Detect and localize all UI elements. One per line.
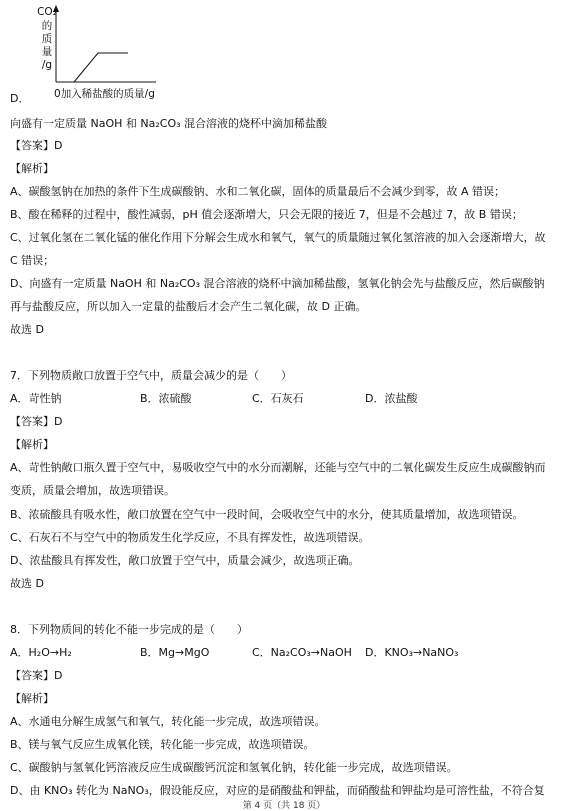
y-label-line-3: 质 — [41, 33, 53, 45]
prev-analysis-line: C 错误； — [10, 254, 55, 267]
x-axis-label — [54, 88, 155, 100]
q7-conclusion: 故选 D — [10, 577, 44, 590]
q8-analysis-line: B、镁与氧气反应生成氧化镁，转化能一步完成，故选项错误。 — [10, 738, 315, 751]
prev-option-d-desc: 向盛有一定质量 NaOH 和 Na₂CO₃ 混合溶液的烧杯中滴加稀盐酸 — [10, 117, 328, 130]
prev-conclusion: 故选 D — [10, 323, 44, 336]
q8-analysis-line: D、由 KNO₃ 转化为 NaNO₃，假设能反应，对应的是硝酸盐和钾盐，而硝酸盐和钾盐均是可溶性盐，不符合复 — [10, 784, 545, 797]
q7-option-b: B．浓硫酸 — [140, 392, 192, 405]
q8-analysis-line: C、碳酸钠与氢氧化钙溶液反应生成碳酸钙沉淀和氢氧化钠，转化能一步完成，故选项错误。 — [10, 761, 458, 774]
y-label-line-2: 的 — [41, 20, 53, 32]
q7-analysis-line: D、浓盐酸具有挥发性，敞口放置于空气中，质量会减少，故选项正确。 — [10, 554, 360, 567]
q8-option-b: B．Mg→MgO — [140, 646, 210, 659]
q7-analysis-line: C、石灰石不与空气中的物质发生化学反应，不具有挥发性，故选项错误。 — [10, 531, 370, 544]
q7-analysis-line: A、苛性钠敞口瓶久置于空气中，易吸收空气中的水分而潮解，还能与空气中的二氧化碳发生反应生成碳酸钠而 — [10, 461, 546, 474]
q8-answer: 【答案】D — [10, 669, 63, 682]
co2-mass-graph — [22, 2, 172, 100]
q7-analysis-title: 【解析】 — [10, 438, 54, 451]
q7-analysis-line: B、浓硫酸具有吸水性，敞口放置在空气中一段时间，会吸收空气中的水分，使其质量增加，故选项错误。 — [10, 508, 524, 521]
prev-analysis-line: A、碳酸氢钠在加热的条件下生成碳酸钠、水和二氧化碳，固体的质量最后不会减少到零，故 A 错误； — [10, 185, 506, 198]
prev-analysis-line: 再与盐酸反应，所以加入一定量的盐酸后才会产生二氧化碳，故 D 正确。 — [10, 300, 367, 313]
q8-analysis-line: A、水通电分解生成氢气和氧气，转化能一步完成，故选项错误。 — [10, 715, 326, 728]
y-label-line-5: /g — [41, 59, 53, 71]
page-footer: 第 4 页（共 18 页） — [242, 801, 326, 811]
q7-option-a: A．苛性钠 — [10, 392, 62, 405]
q7-answer: 【答案】D — [10, 415, 63, 428]
origin-label: 0 — [54, 88, 61, 100]
prev-answer: 【答案】D — [10, 139, 63, 152]
q7-option-d: D．浓盐酸 — [365, 392, 418, 405]
q8-option-d: D．KNO₃→NaNO₃ — [365, 646, 459, 659]
q7-option-c: C．石灰石 — [252, 392, 304, 405]
q8-analysis-title: 【解析】 — [10, 692, 54, 705]
x-axis-title: 加入稀盐酸的质量/g — [60, 88, 155, 100]
y-label-line-4: 量 — [41, 46, 53, 58]
q8-stem: 8．下列物质间的转化不能一步完成的是（ ） — [10, 623, 248, 636]
co2-curve — [74, 53, 128, 82]
q7-analysis-line: 变质，质量会增加，故选项错误。 — [10, 484, 175, 497]
prev-analysis-line: B、酸在稀释的过程中，酸性减弱，pH 值会逐渐增大，只会无限的接近 7，但是不会越过 7，故 B 错误； — [10, 208, 523, 221]
prev-analysis-line: D、向盛有一定质量 NaOH 和 Na₂CO₃ 混合溶液的烧杯中滴加稀盐酸，氢氧化钠会先与盐酸反应，然后碳酸钠 — [10, 277, 545, 290]
prev-option-d-label: D． — [10, 92, 30, 105]
q8-option-a: A．H₂O→H₂ — [10, 646, 72, 659]
y-label-line-1: CO₂ — [37, 6, 57, 18]
q7-stem: 7．下列物质敞口放置于空气中，质量会减少的是（ ） — [10, 369, 292, 382]
prev-analysis-title: 【解析】 — [10, 162, 54, 175]
prev-analysis-line: C、过氧化氢在二氧化锰的催化作用下分解会生成水和氧气，氧气的质量随过氧化氢溶液的加入会逐渐增大，故 — [10, 231, 546, 244]
q8-option-c: C．Na₂CO₃→NaOH — [252, 646, 352, 659]
